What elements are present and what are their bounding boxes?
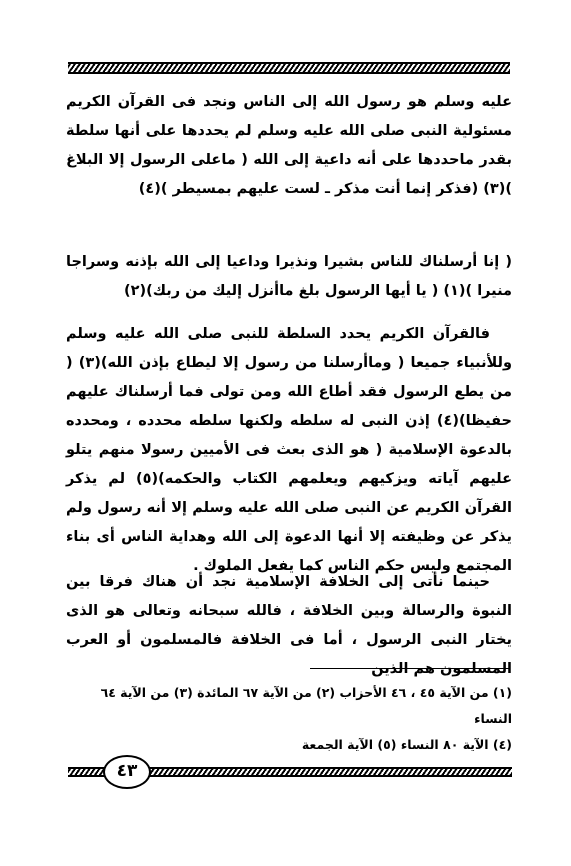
footnote-line-2: (٤) الآية ٨٠ النساء (٥) الآية الجمعة <box>301 737 512 752</box>
bottom-decorative-rule-right <box>150 767 512 777</box>
body-paragraph-3: فالقرآن الكريم يحدد السلطة للنبى صلى الله عليه وسلم وللأنبياء جميعا ( وماأرسلنا من رسول إلا ليطاع بإذن الله)(٣) ( من يطع الرسول فقد أطاع الله ومن تولى فما أرسلناك عليهم حفيظا)(٤) إذن النبى له سلطه ولكنها سلطه محدده ، ومحدده بالدعوة الإسلامية ( هو الذى بعث فى الأميين رسولا منهم يتلو عليهم آياته ويزكيهم ويعلمهم الكتاب والحكمه)(٥) لم يذكر القرآن الكريم عن النبى صلى الله عليه وسلم إلا أنه رسول ولم يذكر عن وظيفته إلا أنها الدعوة إلى الله وهداية الناس أى بناء المجتمع وليس حكم الناس كما يفعل الملوك . <box>66 326 512 574</box>
page-number: ٤٣ <box>103 755 151 789</box>
body-paragraph-1: عليه وسلم هو رسول الله إلى الناس ونجد فى القرآن الكريم مسئولية النبى صلى الله عليه وسلم لم يحددها على أنها سلطة بقدر ماحددها على أنه داعية إلى الله ( ماعلى الرسول إلا البلاغ )(٣) (فذكر إنما أنت مذكر ـ لست عليهم بمسيطر )(٤) <box>66 94 512 197</box>
footnote-line-1: (١) من الآية ٤٥ ، ٤٦ الأحزاب (٢) من الآية ٦٧ المائدة (٣) من الآية ٦٤ النساء <box>100 685 512 726</box>
footnotes <box>66 680 512 758</box>
bottom-decorative-rule-left <box>68 767 106 777</box>
body-paragraph-2: ( إنا أرسلناك للناس بشيرا ونذيرا وداعيا إلى الله بإذنه وسراجا منيرا )(١) ( يا أيها الرسول بلغ ماأنزل إليك من ربك)(٢) <box>66 254 512 299</box>
top-decorative-rule <box>68 62 510 74</box>
body-paragraph-4: حينما نأتى إلى الخلافة الإسلامية نجد أن هناك فرقا بين النبوة والرسالة وبين الخلافة ، فالله سبحانه وتعالى هو الذى يختار النبى الرسول ، أما فى الخلافة فالمسلمون أو العرب المسلمون هم الذين <box>66 574 512 677</box>
footnote-separator <box>310 668 510 669</box>
